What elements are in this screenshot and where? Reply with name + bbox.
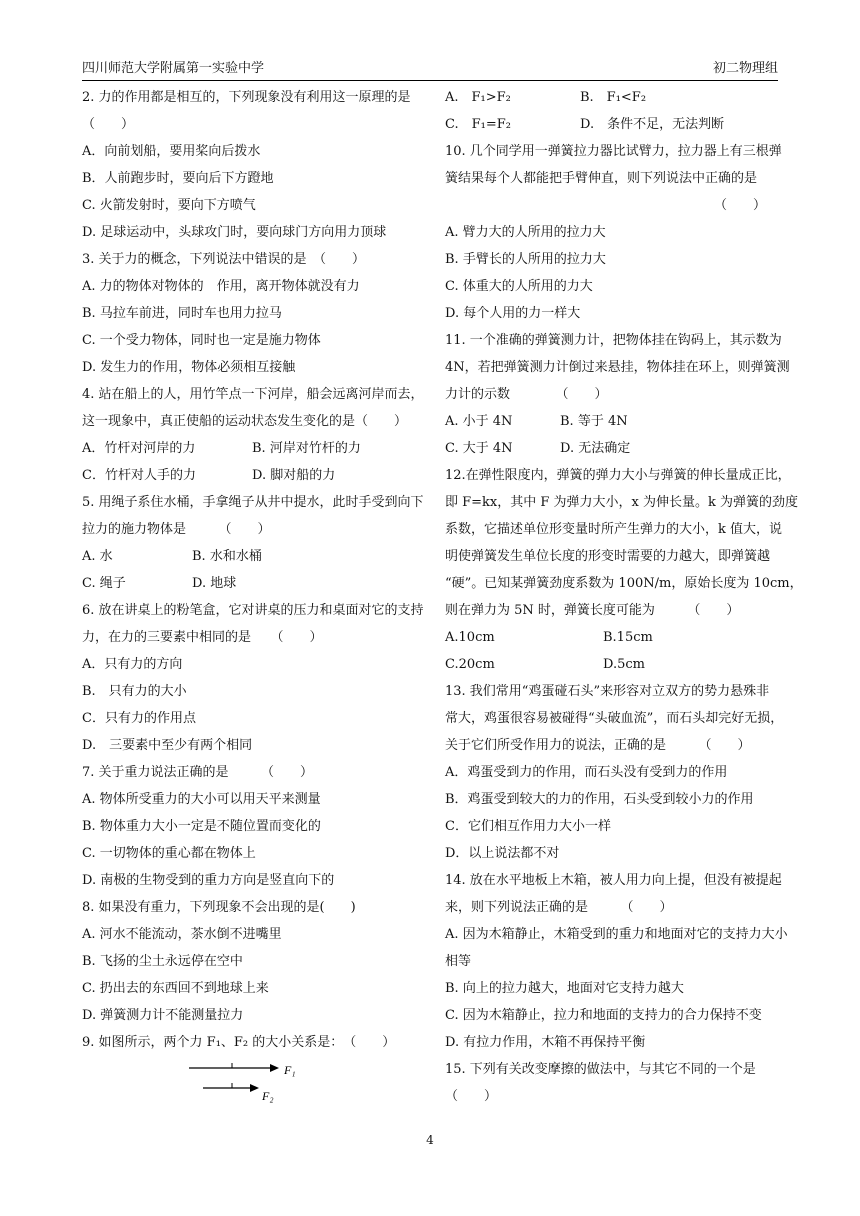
q3-option-d: D. 发生力的作用，物体必须相互接触 [82, 360, 296, 375]
q11-option-b: B. 等于 4N [560, 414, 628, 429]
q10-stem-2: 簧结果每个人都能把手臂伸直，则下列说法中正确的是 [445, 171, 758, 186]
q13-option-c: C．它们相互作用力大小一样 [445, 819, 611, 834]
q4-option-b: B. 河岸对竹杆的力 [252, 441, 361, 456]
q6-stem-2: 力，在力的三要素中相同的是 （ ） [82, 630, 323, 645]
q5-option-d: D. 地球 [192, 576, 237, 591]
q12-stem-1: 12.在弹性限度内，弹簧的弹力大小与弹簧的伸长量成正比， [445, 468, 791, 483]
q5-option-a: A. 水 [82, 549, 113, 564]
q9-option-c: C. F₁=F₂ [445, 117, 511, 132]
q2-option-b: B．人前跑步时，要向后下方蹬地 [82, 171, 274, 186]
q4-stem-2: 这一现象中，真正使船的运动状态发生变化的是（ ） [82, 414, 408, 429]
q10-answer-paren: （ ） [713, 198, 766, 213]
q14-stem-2: 来，则下列说法正确的是 （ ） [445, 900, 673, 915]
q10-option-b: B. 手臂长的人所用的拉力大 [445, 252, 606, 267]
q12-stem-3: 系数，它描述单位形变量时所产生弹力的大小，k 值大，说 [445, 522, 783, 537]
q14-option-a: A. 因为木箱静止，木箱受到的重力和地面对它的支持力大小 [445, 927, 788, 942]
force-arrows-figure [82, 1056, 422, 1114]
q8-option-a: A. 河水不能流动，茶水倒不进嘴里 [82, 927, 282, 942]
q4-option-d: D. 脚对船的力 [252, 468, 336, 483]
q15-stem: 15. 下列有关改变摩擦的做法中，与其它不同的一个是 [445, 1062, 756, 1077]
q3-option-b: B. 马拉车前进，同时车也用力拉马 [82, 306, 282, 321]
q12-stem-5: “硬”。已知某弹簧劲度系数为 100N/m，原始长度为 10cm， [445, 576, 803, 591]
q12-options-ab [445, 624, 780, 651]
q13-option-a: A．鸡蛋受到力的作用，而石头没有受到力的作用 [445, 765, 728, 780]
q11-option-c: C. 大于 4N [445, 441, 513, 456]
q9-option-d: D. 条件不足，无法判断 [580, 117, 725, 132]
q4-options-ab [82, 435, 422, 462]
q13-stem-3: 关于它们所受作用力的说法，正确的是 （ ） [445, 738, 751, 753]
q8-option-d: D. 弹簧测力计不能测量拉力 [82, 1008, 244, 1023]
q5-option-c: C. 绳子 [82, 576, 126, 591]
q15-answer-paren: （ ） [445, 1089, 498, 1104]
q5-options-cd [82, 570, 422, 597]
q12-stem-4: 明使弹簧发生单位长度的形变时需要的力越大，即弹簧越 [445, 549, 771, 564]
q4-option-a: A．竹杆对河岸的力 [82, 441, 196, 456]
q12-option-c: C.20cm [445, 657, 495, 672]
group-name: 初二物理组 [712, 61, 778, 76]
q10-option-c: C. 体重大的人所用的力大 [445, 279, 593, 294]
q7-option-d: D. 南极的生物受到的重力方向是竖直向下的 [82, 873, 335, 888]
q14-option-c: C. 因为木箱静止，拉力和地面的支持力的合力保持不变 [445, 1008, 762, 1023]
q2-option-d: D. 足球运动中，头球攻门时，要向球门方向用力顶球 [82, 225, 387, 240]
q10-option-a: A. 臂力大的人所用的拉力大 [445, 225, 606, 240]
q6-option-b: B. 只有力的大小 [82, 684, 187, 699]
page-header [82, 58, 778, 81]
page-number: 4 [426, 1133, 434, 1147]
q2-option-a: A．向前划船，要用桨向后拨水 [82, 144, 261, 159]
q9-option-a: A. F₁>F₂ [445, 90, 511, 105]
q7-option-b: B. 物体重力大小一定是不随位置而变化的 [82, 819, 321, 834]
q7-option-c: C. 一切物体的重心都在物体上 [82, 846, 256, 861]
q3-option-c: C. 一个受力物体，同时也一定是施力物体 [82, 333, 321, 348]
q6-option-c: C．只有力的作用点 [82, 711, 196, 726]
q13-option-d: D．以上说法都不对 [445, 846, 560, 861]
q11-option-a: A. 小于 4N [445, 414, 513, 429]
q6-option-d: D. 三要素中至少有两个相同 [82, 738, 253, 753]
q3-stem: 3. 关于力的概念，下列说法中错误的是 （ ） [82, 252, 366, 267]
q12-stem-2: 即 F=kx，其中 F 为弹力大小，x 为伸长量。k 为弹簧的劲度 [445, 495, 799, 510]
q5-option-b: B. 水和水桶 [192, 549, 262, 564]
q2-answer-paren: （ ） [82, 117, 135, 132]
q7-option-a: A. 物体所受重力的大小可以用天平来测量 [82, 792, 321, 807]
f2-arrowhead [250, 1084, 259, 1092]
q5-options-ab [82, 543, 422, 570]
q8-stem: 8. 如果没有重力，下列现象不会出现的是( ) [82, 900, 356, 915]
q9-options-ab [445, 84, 780, 111]
q5-stem-2: 拉力的施力物体是 （ ） [82, 522, 271, 537]
q14-option-b: B. 向上的拉力越大，地面对它支持力越大 [445, 981, 684, 996]
q13-option-b: B．鸡蛋受到较大的力的作用，石头受到较小力的作用 [445, 792, 754, 807]
q6-stem-1: 6. 放在讲桌上的粉笔盒，它对讲桌的压力和桌面对它的支持 [82, 603, 424, 618]
q11-options-cd [445, 435, 780, 462]
q8-option-b: B. 飞扬的尘土永远停在空中 [82, 954, 243, 969]
f1-arrowhead [270, 1064, 279, 1072]
q9-option-b: B. F₁<F₂ [580, 90, 647, 105]
q14-stem-1: 14. 放在水平地板上木箱，被人用力向上提，但没有被提起 [445, 873, 782, 888]
q12-options-cd [445, 651, 780, 678]
q7-stem: 7. 关于重力说法正确的是 （ ） [82, 765, 314, 780]
q13-stem-2: 常大，鸡蛋很容易被碰得“头破血流”，而石头却完好无损， [445, 711, 784, 726]
q2-stem: 2. 力的作用都是相互的，下列现象没有利用这一原理的是 [82, 90, 411, 105]
q11-stem-3: 力计的示数 （ ） [445, 387, 608, 402]
q12-stem-6: 则在弹力为 5N 时，弹簧长度可能为 （ ） [445, 603, 740, 618]
q14-option-a-cont: 相等 [445, 954, 472, 969]
q14-option-d: D. 有拉力作用，木箱不再保持平衡 [445, 1035, 646, 1050]
q12-option-a: A.10cm [445, 630, 495, 645]
q13-stem-1: 13. 我们常用“鸡蛋碰石头”来形容对立双方的势力悬殊非 [445, 684, 770, 699]
q10-stem-1: 10. 几个同学用一弹簧拉力器比试臂力，拉力器上有三根弹 [445, 144, 782, 159]
q11-stem-1: 11. 一个准确的弹簧测力计，把物体挂在钩码上，其示数为 [445, 333, 782, 348]
q11-options-ab [445, 408, 780, 435]
q3-option-a: A. 力的物体对物体的 作用，离开物体就没有力 [82, 279, 360, 294]
q4-stem-1: 4. 站在船上的人，用竹竿点一下河岸，船会远离河岸而去， [82, 387, 424, 402]
f1-label: F₁ [284, 1063, 296, 1077]
q11-option-d: D. 无法确定 [560, 441, 631, 456]
left-column [82, 84, 422, 1114]
q9-stem: 9. 如图所示，两个力 F₁、F₂ 的大小关系是： （ ） [82, 1035, 396, 1050]
q5-stem-1: 5. 用绳子系住水桶，手拿绳子从井中提水，此时手受到向下 [82, 495, 424, 510]
force-diagram [82, 1056, 422, 1114]
f2-label: F₂ [262, 1089, 274, 1103]
q8-option-c: C. 扔出去的东西回不到地球上来 [82, 981, 269, 996]
q11-stem-2: 4N，若把弹簧测力计倒过来悬挂，物体挂在环上，则弹簧测 [445, 360, 790, 375]
q4-option-c: C．竹杆对人手的力 [82, 468, 196, 483]
q2-option-c: C. 火箭发射时，要向下方喷气 [82, 198, 256, 213]
q12-option-b: B.15cm [603, 630, 653, 645]
q9-options-cd [445, 111, 780, 138]
q4-options-cd [82, 462, 422, 489]
q10-option-d: D. 每个人用的力一样大 [445, 306, 581, 321]
q12-option-d: D.5cm [603, 657, 645, 672]
q6-option-a: A．只有力的方向 [82, 657, 183, 672]
school-name: 四川师范大学附属第一实验中学 [82, 61, 265, 76]
right-column [445, 84, 803, 1110]
